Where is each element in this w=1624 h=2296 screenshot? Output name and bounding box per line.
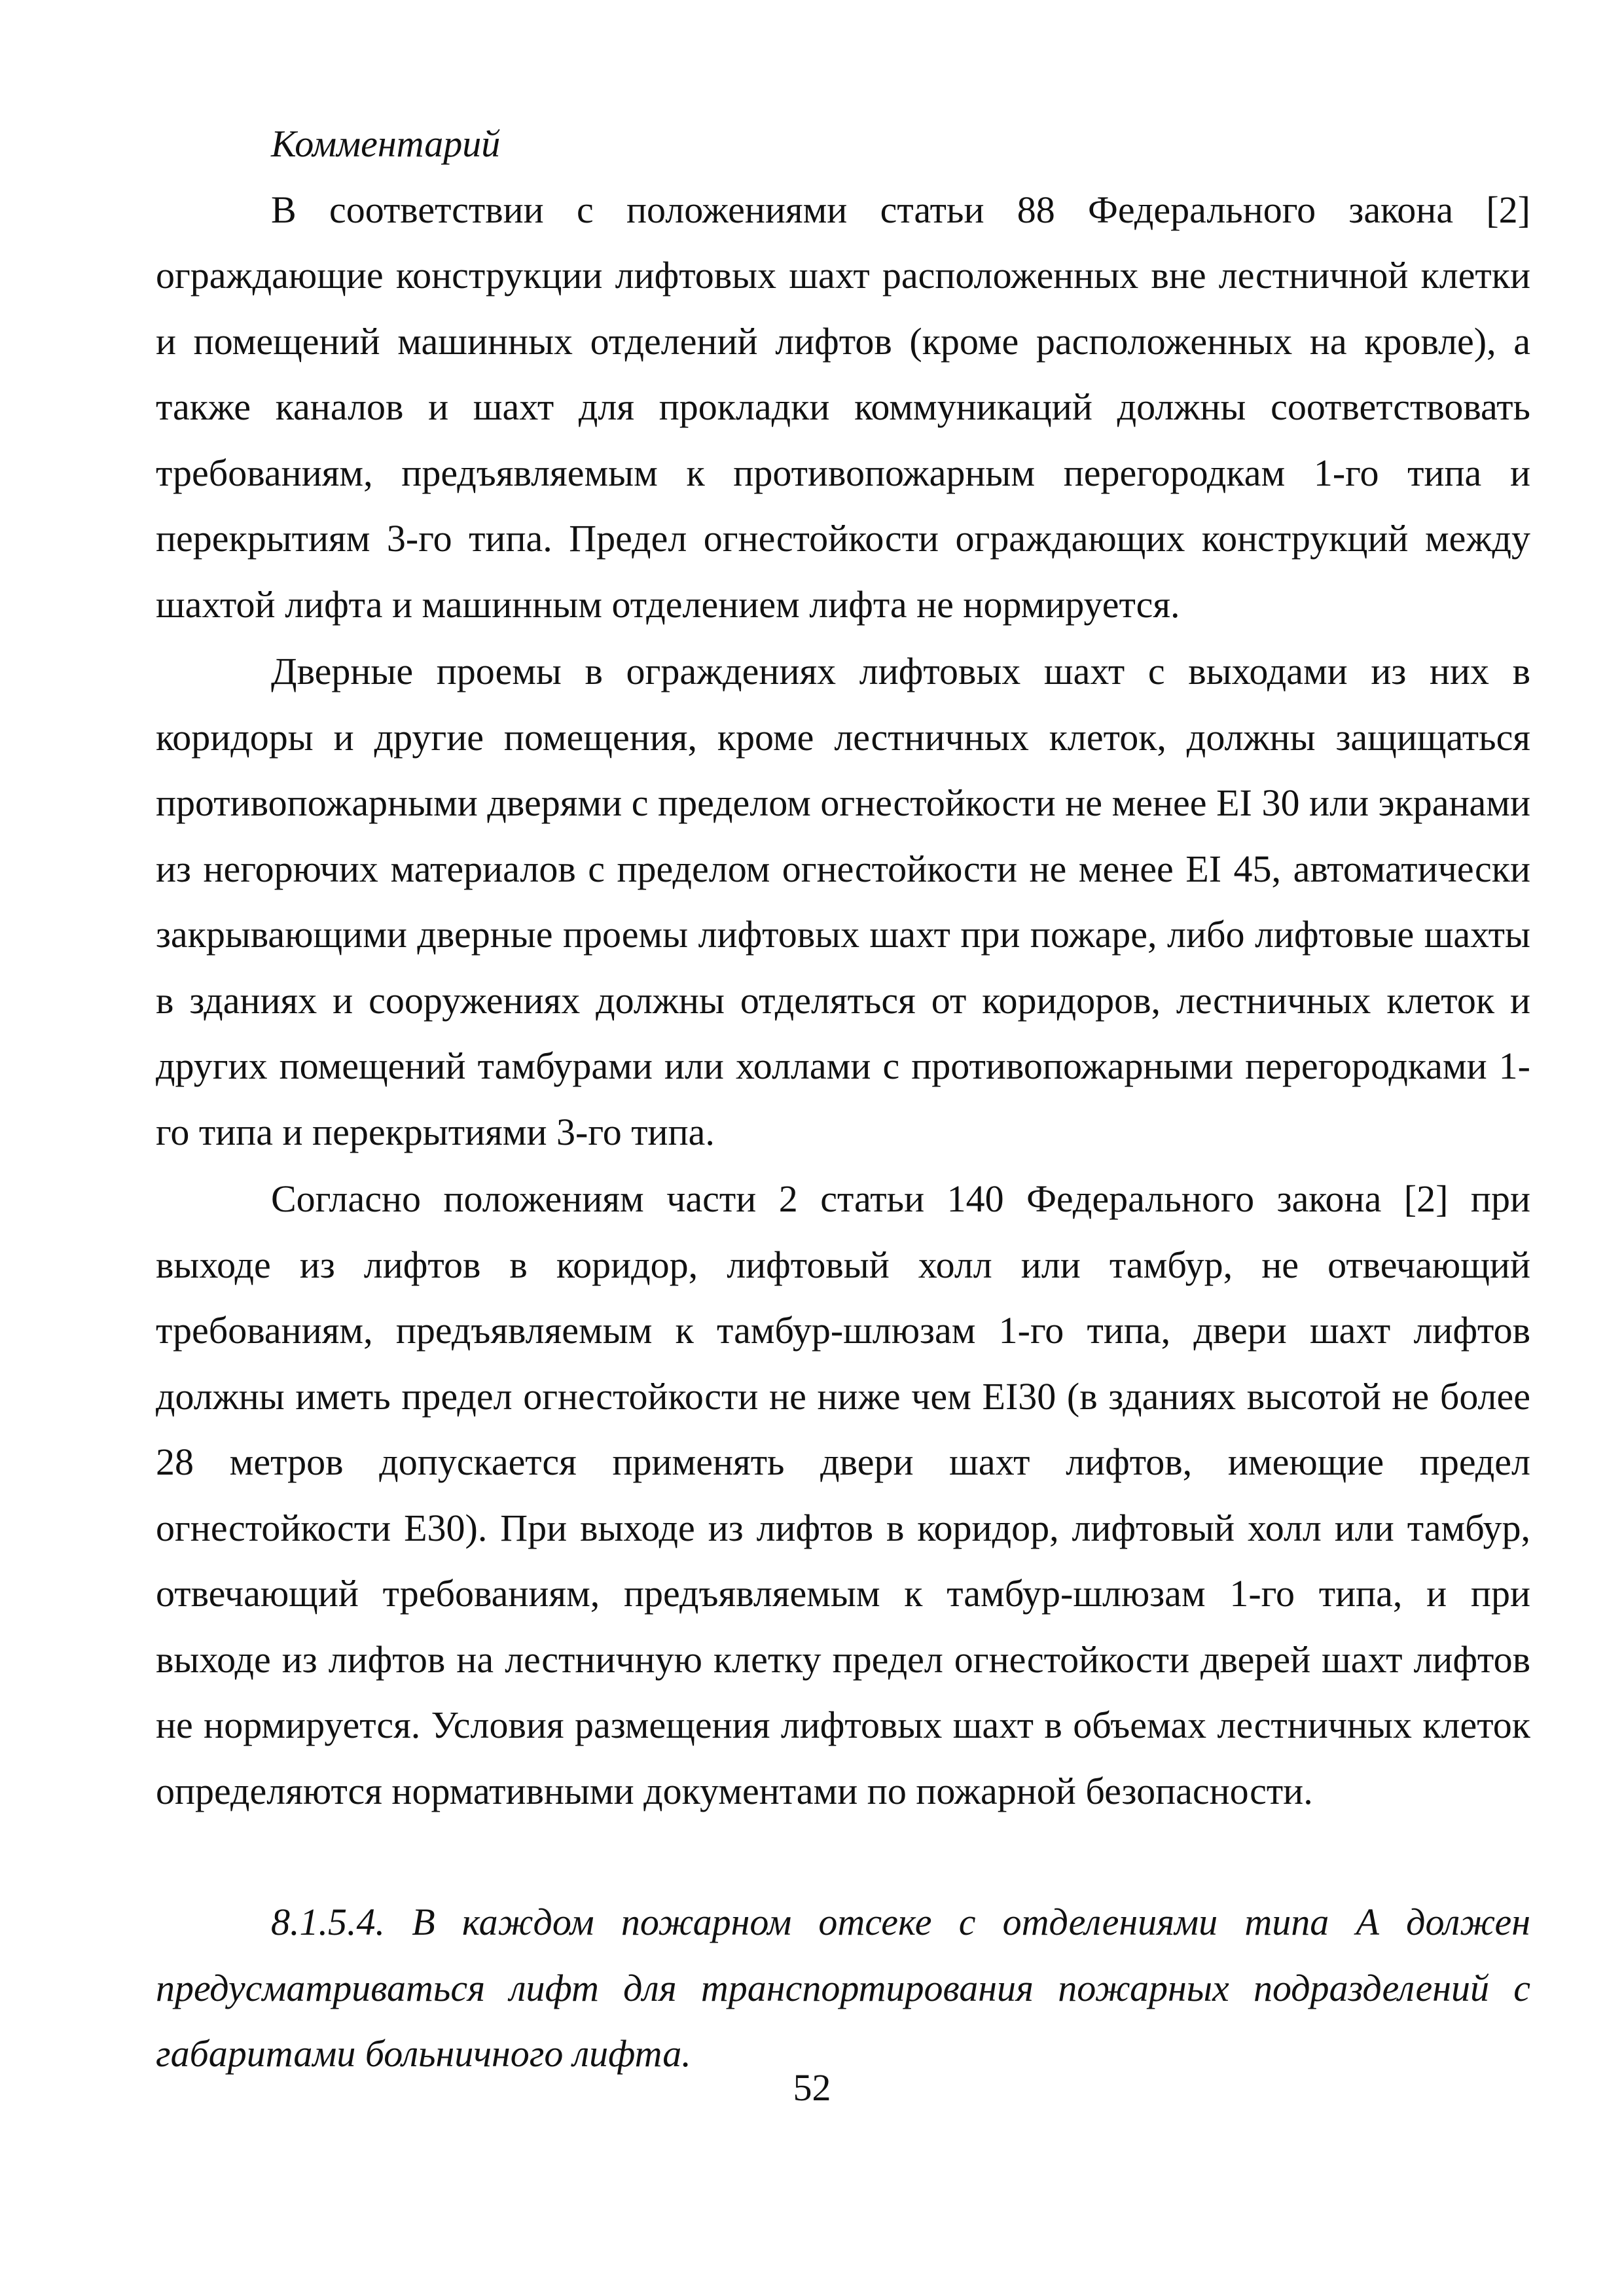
paragraph-article-140: Согласно положениям части 2 статьи 140 Федерального закона [2] при выходе из лифтов в коридор, лифтовый холл или тамбур, не отвечающий требованиям, предъявляемым к тамбур-шлюзам 1-го типа, двери шахт лифтов должны иметь предел огнестойкости не ниже чем EI30 (в зданиях высотой не более 28 метров допускается применять двери шахт лифтов, имеющие предел огнестойкости E30). При выходе из лифтов в коридор, лифтовый холл или тамбур, отвечающий требованиям, предъявляемым к тамбур-шлюзам 1-го типа, и при выходе из лифтов на лестничную клетку предел огнестойкости дверей шахт лифтов не нормируется. Условия размещения лифтовых шахт в объемах лестничных клеток определяются нормативными документами по пожарной безопасности. bbox=[156, 1177, 1530, 1812]
paragraph-door-openings: Дверные проемы в ограждениях лифтовых шахт с выходами из них в коридоры и другие помещения, кроме лестничных клеток, должны защищаться противопожарными дверями с пределом огнестойкости не менее EI 30 или экранами из негорючих материалов с пределом огнестойкости не менее EI 45, автоматически закрывающими дверные проемы лифтовых шахт при пожаре, либо лифтовые шахты в зданиях и сооружениях должны отделяться от коридоров, лестничных клеток и других помещений тамбурами или холлами с противопожарными перегородками 1-го типа и перекрытиями 3-го типа. bbox=[156, 650, 1530, 1153]
clause-8-1-5-4: 8.1.5.4. В каждом пожарном отсеке с отделениями типа А должен предусматриваться лифт для транспортирования пожарных подразделений с габаритами больничного лифта. bbox=[156, 1901, 1530, 2075]
page-number: 52 bbox=[793, 2066, 831, 2109]
comment-heading: Комментарий bbox=[271, 122, 501, 165]
page-body bbox=[156, 111, 1530, 2087]
paragraph-article-88: В соответствии с положениями статьи 88 Федерального закона [2] ограждающие конструкции лифтовых шахт расположенных вне лестничной клетки и помещений машинных отделений лифтов (кроме расположенных на кровле), а также каналов и шахт для прокладки коммуникаций должны соответствовать требованиям, предъявляемым к противопожарным перегородкам 1-го типа и перекрытиям 3-го типа. Предел огнестойкости ограждающих конструкций между шахтой лифта и машинным отделением лифта не нормируется. bbox=[156, 188, 1530, 626]
